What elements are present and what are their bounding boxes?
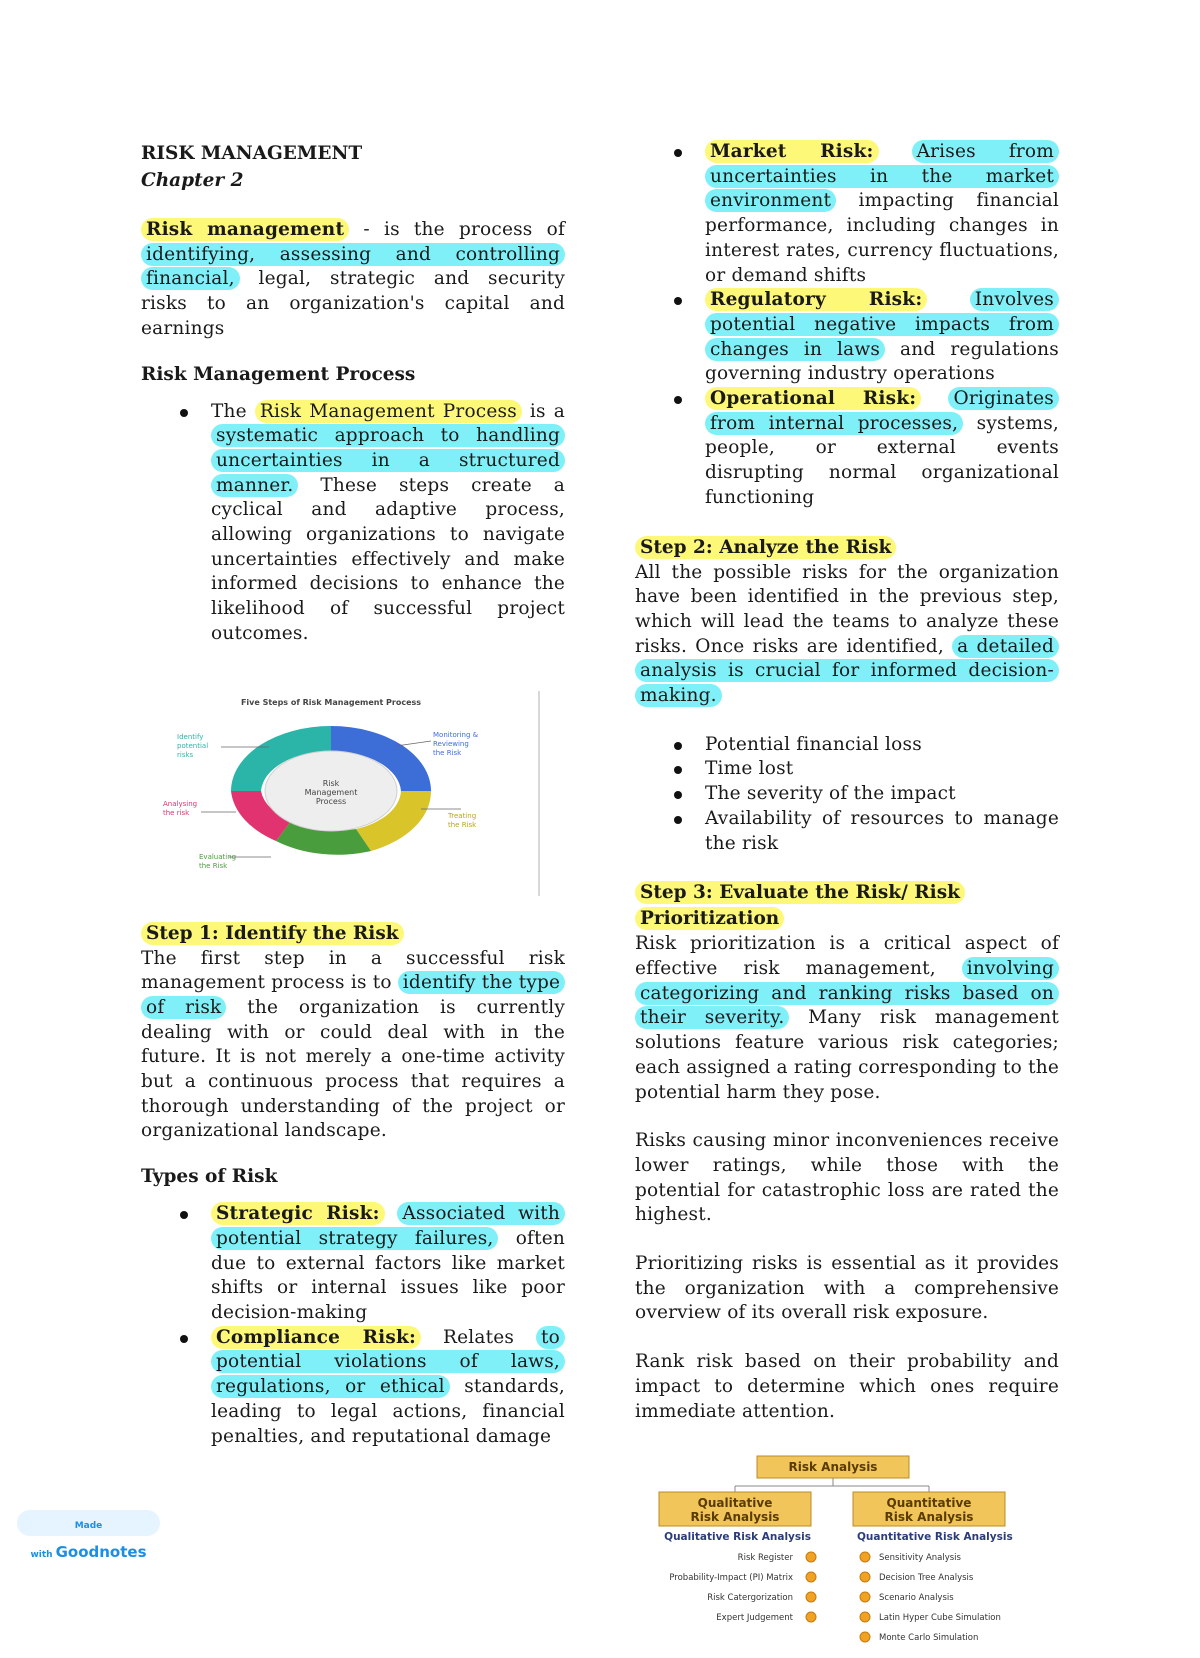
svg-text:the risk: the risk xyxy=(163,808,190,817)
svg-text:Process: Process xyxy=(315,796,347,806)
risk-cycle-figure xyxy=(141,691,571,901)
bullet-dot xyxy=(806,1572,816,1582)
svg-text:Risk Analysis: Risk Analysis xyxy=(788,1460,878,1475)
step1-paragraph: The first step in a successful risk management process is to identify the type of risk the organization is currently dealing with or could deal with in the future. It is not merely a one-time activity but a continuous process that requires a thorough understanding of the project or organizational landscape. xyxy=(141,947,565,1142)
process-heading: Risk Management Process xyxy=(141,363,416,385)
svg-text:Latin Hyper Cube Simulation: Latin Hyper Cube Simulation xyxy=(879,1613,1001,1624)
regulatory-risk-item: Regulatory Risk: Involves potential negative impacts from changes in laws and regulations governing industry operations xyxy=(635,288,1059,387)
compliance-risk-item: Compliance Risk: Relates to potential violations of laws, regulations, or ethical standards, leading to legal actions, financial penalties, and reputational damage xyxy=(141,1326,565,1450)
list-item: The severity of the impact xyxy=(635,782,1059,807)
svg-text:Quantitative Risk Analysis: Quantitative Risk Analysis xyxy=(857,1531,1013,1544)
step3-paragraph-1: Risk prioritization is a critical aspect of effective risk management, involving categorizing and ranking risks based on their severity. Many risk management solutions feature various risk categories; each assigned a rating corresponding to the potential harm they pose. xyxy=(635,933,1059,1103)
svg-text:Monte Carlo Simulation: Monte Carlo Simulation xyxy=(879,1633,979,1644)
list-item: Availability of resources to manage the risk xyxy=(635,807,1059,856)
svg-text:potential: potential xyxy=(177,741,209,750)
process-list xyxy=(141,400,565,647)
bullet-dot xyxy=(806,1552,816,1562)
left-column xyxy=(141,140,565,1449)
svg-text:the Risk: the Risk xyxy=(433,748,462,757)
svg-text:Sensitivity Analysis: Sensitivity Analysis xyxy=(879,1553,961,1564)
operational-risk-item: Operational Risk: Originates from internal processes, systems, people, or external events disrupting normal organizational functioning xyxy=(635,387,1059,511)
bullet-dot xyxy=(860,1572,870,1582)
svg-text:Qualitative Risk Analysis: Qualitative Risk Analysis xyxy=(664,1531,811,1544)
qualitative-items xyxy=(669,1552,816,1623)
goodnotes-watermark: Made with Goodnotes xyxy=(17,1510,160,1536)
step2-factor-list xyxy=(635,733,1059,857)
svg-text:Treating: Treating xyxy=(448,811,477,820)
svg-text:Quantitative: Quantitative xyxy=(886,1496,972,1511)
bullet-dot xyxy=(860,1612,870,1622)
svg-text:Identify: Identify xyxy=(177,732,204,741)
step3-paragraph-3: Prioritizing risks is essential as it provides the organization with a comprehensive overview of its overall risk exposure. xyxy=(635,1253,1059,1324)
types-list xyxy=(141,1202,565,1449)
svg-text:Probability-Impact (PI) Matrix: Probability-Impact (PI) Matrix xyxy=(669,1573,793,1584)
svg-text:Expert Judgement: Expert Judgement xyxy=(716,1613,793,1624)
market-risk-item: Market Risk: Arises from uncertainties in the market environment impacting financial performance, including changes in interest rates, currency fluctuations, or demand shifts xyxy=(635,140,1059,288)
svg-text:Risk Analysis: Risk Analysis xyxy=(884,1510,974,1525)
step3-paragraph-4: Rank risk based on their probability and impact to determine which ones require immediate attention. xyxy=(635,1351,1059,1422)
bullet-dot xyxy=(806,1592,816,1602)
svg-text:Scenario Analysis: Scenario Analysis xyxy=(879,1593,954,1604)
svg-text:the Risk: the Risk xyxy=(448,820,477,829)
document-title: RISK MANAGEMENT xyxy=(141,143,363,164)
svg-text:Management: Management xyxy=(304,787,358,797)
bullet-dot xyxy=(860,1592,870,1602)
step2-paragraph: All the possible risks for the organization have been identified in the previous step, which will lead the teams to analyze these risks. Once risks are identified, a detailed analysis is crucial for informed decision-making. xyxy=(635,561,1059,707)
step3-paragraph-2: Risks causing minor inconveniences receive lower ratings, while those with the potential for catastrophic loss are rated the highest. xyxy=(635,1130,1059,1226)
svg-text:Analysing: Analysing xyxy=(163,799,198,808)
intro-highlight: identifying, assessing and controlling financial, xyxy=(141,243,565,291)
svg-text:Risk Analysis: Risk Analysis xyxy=(690,1510,780,1525)
svg-text:Evaluating: Evaluating xyxy=(199,852,237,861)
list-item: Potential financial loss xyxy=(635,733,1059,758)
bullet-dot xyxy=(806,1612,816,1622)
chapter-label: Chapter 2 xyxy=(141,170,244,191)
process-bullet: The Risk Management Process is a systematic approach to handling uncertainties in a structured manner. These steps create a cyclical and adaptive process, allowing organizations to navigate uncertainties effectively and make informed decisions to enhance the likelihood of successful project outcomes. xyxy=(141,400,565,647)
types-list-continued xyxy=(635,140,1059,511)
step2-heading: Step 2: Analyze the Risk xyxy=(635,535,1059,561)
svg-text:Risk Catergorization: Risk Catergorization xyxy=(707,1593,793,1604)
bullet-dot xyxy=(860,1552,870,1562)
step3-heading: Step 3: Evaluate the Risk/ Risk Prioritization xyxy=(635,880,1059,932)
risk-cycle-diagram xyxy=(141,691,571,901)
types-heading: Types of Risk xyxy=(141,1166,278,1188)
strategic-risk-item: Strategic Risk: Associated with potential strategy failures, often due to external factors like market shifts or internal issues like poor decision-making xyxy=(141,1202,565,1326)
risk-analysis-diagram xyxy=(635,1454,1065,1654)
svg-text:the Risk: the Risk xyxy=(199,861,228,870)
svg-text:Risk Register: Risk Register xyxy=(737,1553,793,1564)
step1-heading: Step 1: Identify the Risk xyxy=(141,921,565,947)
svg-text:Decision Tree Analysis: Decision Tree Analysis xyxy=(879,1573,974,1584)
bullet-dot xyxy=(860,1632,870,1642)
svg-text:Qualitative: Qualitative xyxy=(697,1496,773,1511)
risk-analysis-figure xyxy=(635,1454,1065,1654)
cycle-title: Five Steps of Risk Management Process xyxy=(240,697,422,707)
intro-paragraph: Risk management - is the process of identifying, assessing and controlling financial, legal, strategic and security risks to an organization's capital and earnings xyxy=(141,219,566,339)
list-item: Time lost xyxy=(635,757,1059,782)
quantitative-items xyxy=(860,1552,1001,1643)
right-column xyxy=(635,140,1059,1654)
svg-text:Monitoring &: Monitoring & xyxy=(433,730,479,739)
svg-text:Reviewing: Reviewing xyxy=(433,739,469,748)
intro-term: Risk management xyxy=(141,218,349,241)
svg-text:risks: risks xyxy=(177,750,194,759)
svg-text:Risk: Risk xyxy=(322,778,340,788)
